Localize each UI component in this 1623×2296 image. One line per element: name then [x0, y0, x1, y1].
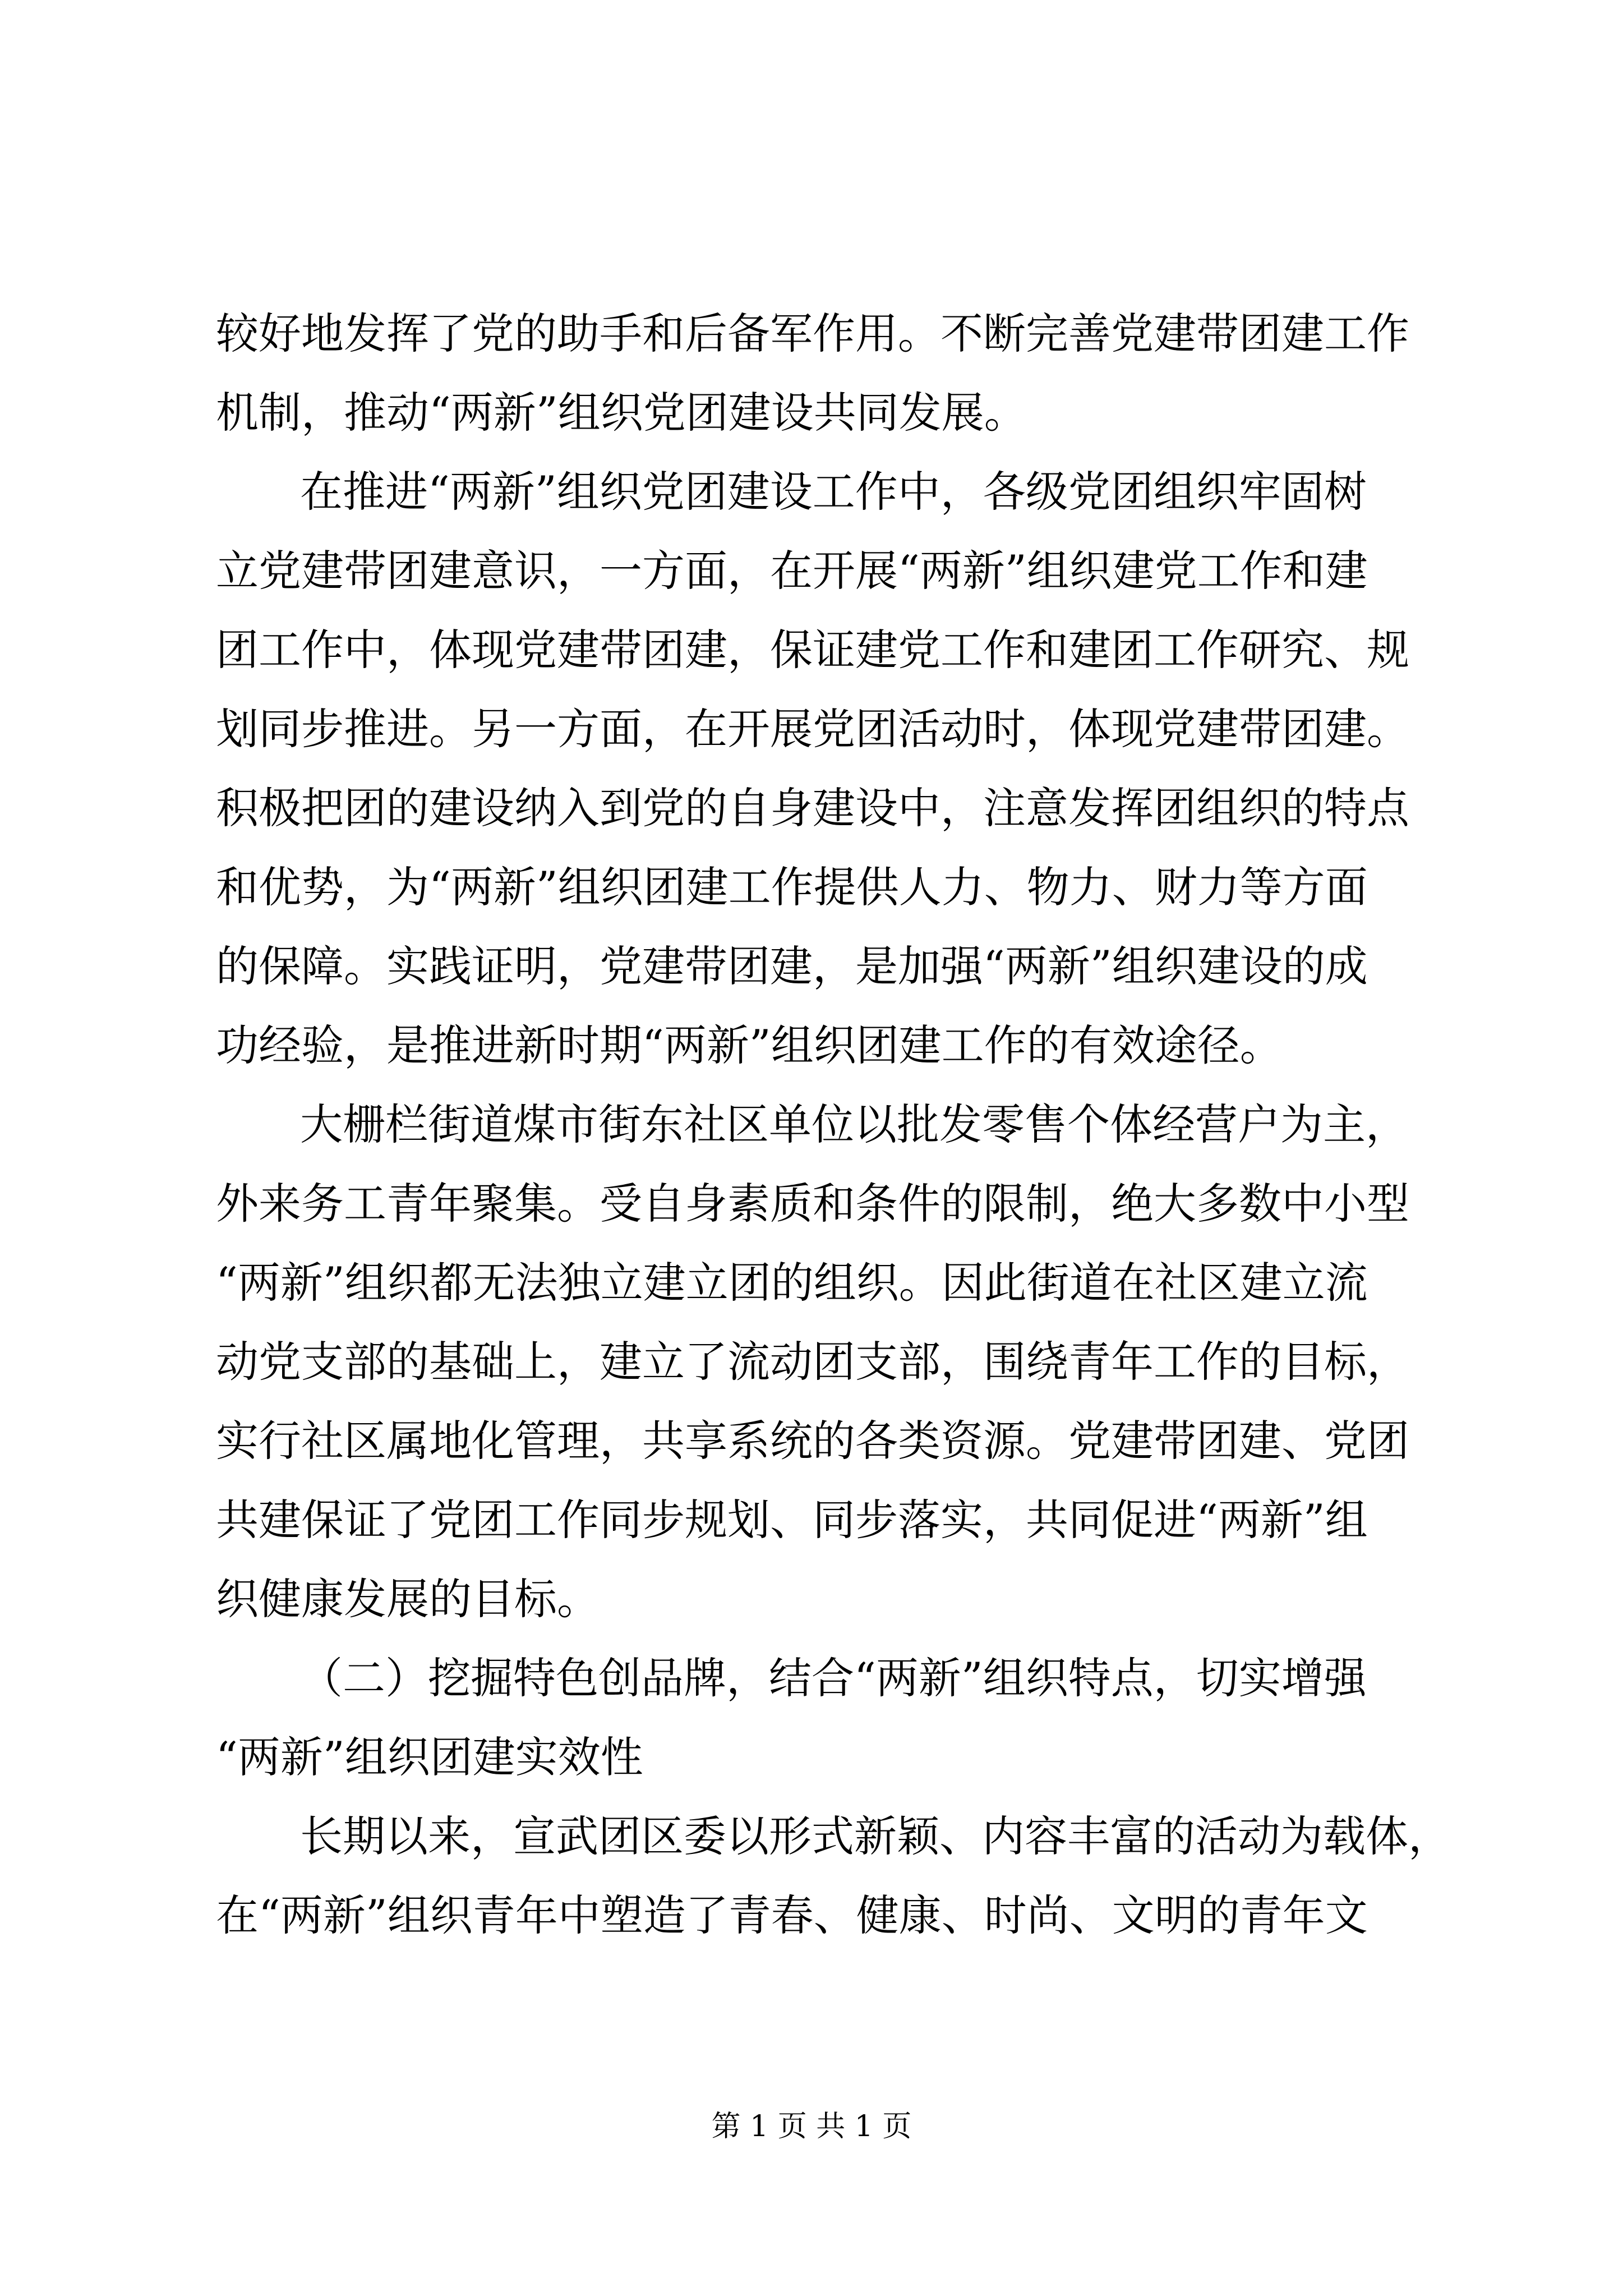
text-line: “两新”组织都无法独立建立团的组织。因此街道在社区建立流 [216, 1258, 1368, 1308]
text-line: 功经验，是推进新时期“两新”组织团建工作的有效途径。 [216, 1020, 1283, 1070]
text-line: 外来务工青年聚集。受自身素质和条件的限制，绝大多数中小型 [216, 1179, 1409, 1228]
text-line: 积极把团的建设纳入到党的自身建设中，注意发挥团组织的特点 [216, 783, 1409, 833]
text-line: 较好地发挥了党的助手和后备军作用。不断完善党建带团建工作 [216, 309, 1409, 358]
text-line: 实行社区属地化管理，共享系统的各类资源。党建带团建、党团 [216, 1416, 1409, 1466]
page-footer: 第 1 页 共 1 页 [711, 2110, 912, 2143]
text-line: 长期以来，宣武团区委以形式新颖、内容丰富的活动为载体， [300, 1811, 1451, 1861]
text-line: 和优势，为“两新”组织团建工作提供人力、物力、财力等方面 [216, 862, 1368, 912]
text-line: 立党建带团建意识，一方面，在开展“两新”组织建党工作和建 [216, 546, 1368, 596]
text-line: 的保障。实践证明，党建带团建，是加强“两新”组织建设的成 [216, 941, 1368, 991]
text-line: 织健康发展的目标。 [216, 1574, 600, 1624]
text-line: 动党支部的基础上，建立了流动团支部，围绕青年工作的目标， [216, 1337, 1409, 1387]
text-line: 在“两新”组织青年中塑造了青春、健康、时尚、文明的青年文 [216, 1890, 1368, 1940]
text-line: 在推进“两新”组织党团建设工作中，各级党团组织牢固树 [300, 467, 1367, 517]
text-line: 机制，推动“两新”组织党团建设共同发展。 [216, 388, 1027, 438]
text-line: 大栅栏街道煤市街东社区单位以批发零售个体经营户为主， [300, 1099, 1408, 1149]
text-line: 划同步推进。另一方面，在开展党团活动时，体现党建带团建。 [216, 704, 1409, 754]
section-heading-line: “两新”组织团建实效性 [216, 1732, 643, 1782]
text-line: 共建保证了党团工作同步规划、同步落实，共同促进“两新”组 [216, 1495, 1368, 1545]
text-line: 团工作中，体现党建带团建，保证建党工作和建团工作研究、规 [216, 625, 1409, 675]
section-heading-line: （二）挖掘特色创品牌，结合“两新”组织特点，切实增强 [300, 1653, 1367, 1703]
